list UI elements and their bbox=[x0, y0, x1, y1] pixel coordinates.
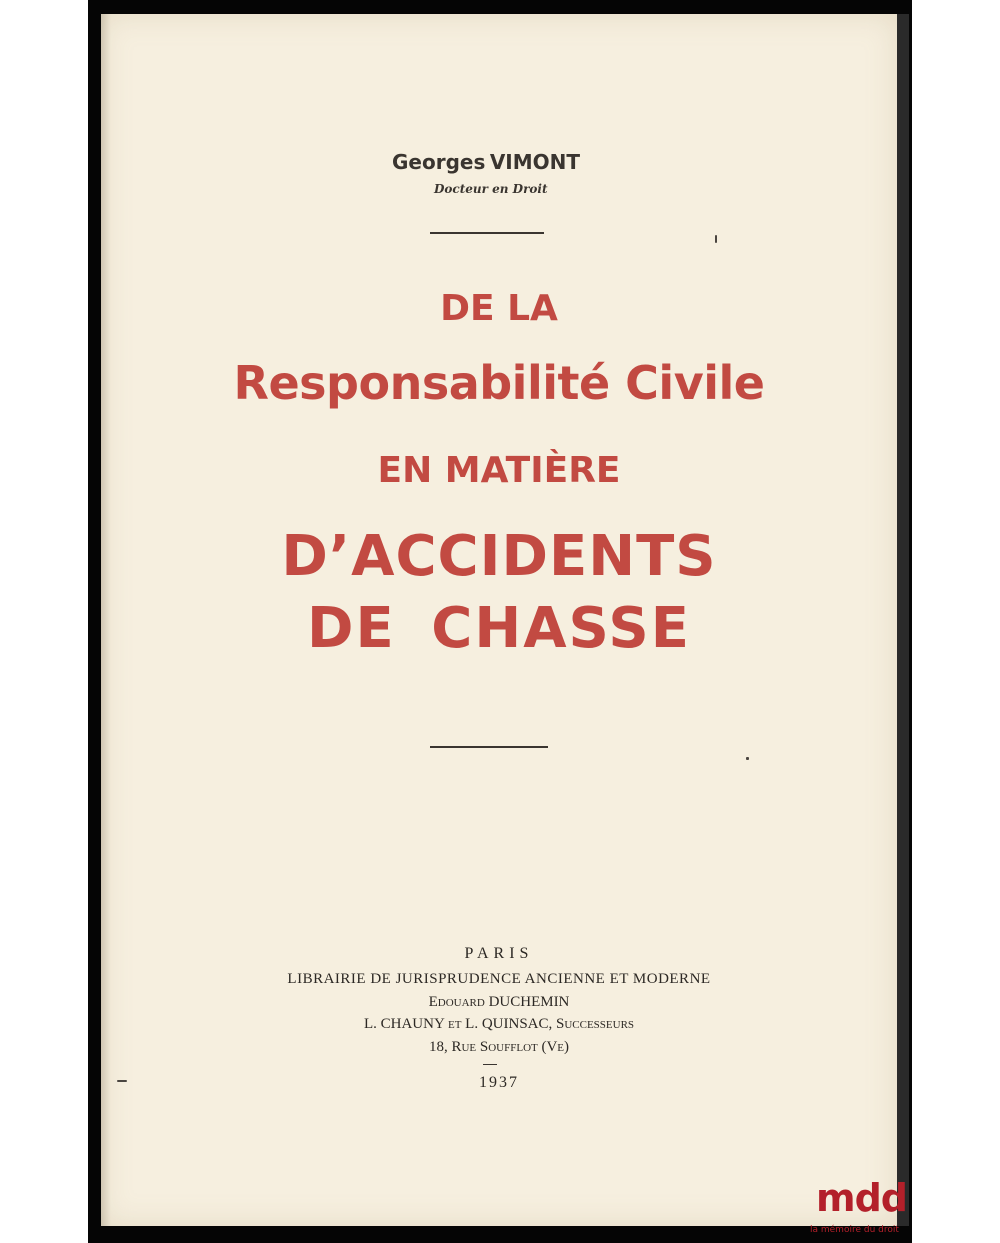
author-first-name: Georges bbox=[392, 150, 486, 174]
publication-year: 1937 bbox=[479, 1074, 519, 1091]
author-block bbox=[392, 150, 592, 174]
title-line-4: D’ACCIDENTS bbox=[281, 524, 717, 589]
publisher-owner: Edouard DUCHEMIN bbox=[428, 994, 570, 1010]
title-line-1: DE LA bbox=[440, 288, 558, 329]
divider-year bbox=[483, 1064, 497, 1065]
paper-speck bbox=[746, 757, 749, 760]
publisher-city: PARIS bbox=[464, 945, 534, 962]
paper-speck bbox=[715, 235, 717, 243]
watermark-logo-letters: mdd bbox=[816, 1176, 907, 1220]
publisher-address: 18, Rue Soufflot (Ve) bbox=[428, 1039, 570, 1055]
author-last-name: VIMONT bbox=[489, 150, 581, 174]
page-edge bbox=[897, 14, 909, 1226]
title-line-2: Responsabilité Civile bbox=[233, 356, 765, 410]
publisher-successors: L. CHAUNY et L. QUINSAC, Successeurs bbox=[363, 1016, 635, 1032]
watermark-logo bbox=[808, 1175, 918, 1235]
author-title: Docteur en Droit bbox=[434, 182, 548, 196]
publisher-name: LIBRAIRIE DE JURISPRUDENCE ANCIENNE ET MODERNE bbox=[287, 971, 711, 987]
paper-speck bbox=[117, 1080, 127, 1082]
divider-bottom bbox=[430, 746, 548, 748]
title-line-3: EN MATIÈRE bbox=[377, 450, 621, 491]
title-line-5: DE CHASSE bbox=[307, 596, 691, 661]
divider-top bbox=[430, 232, 544, 234]
watermark-caption: la mémoire du droit bbox=[810, 1225, 899, 1235]
